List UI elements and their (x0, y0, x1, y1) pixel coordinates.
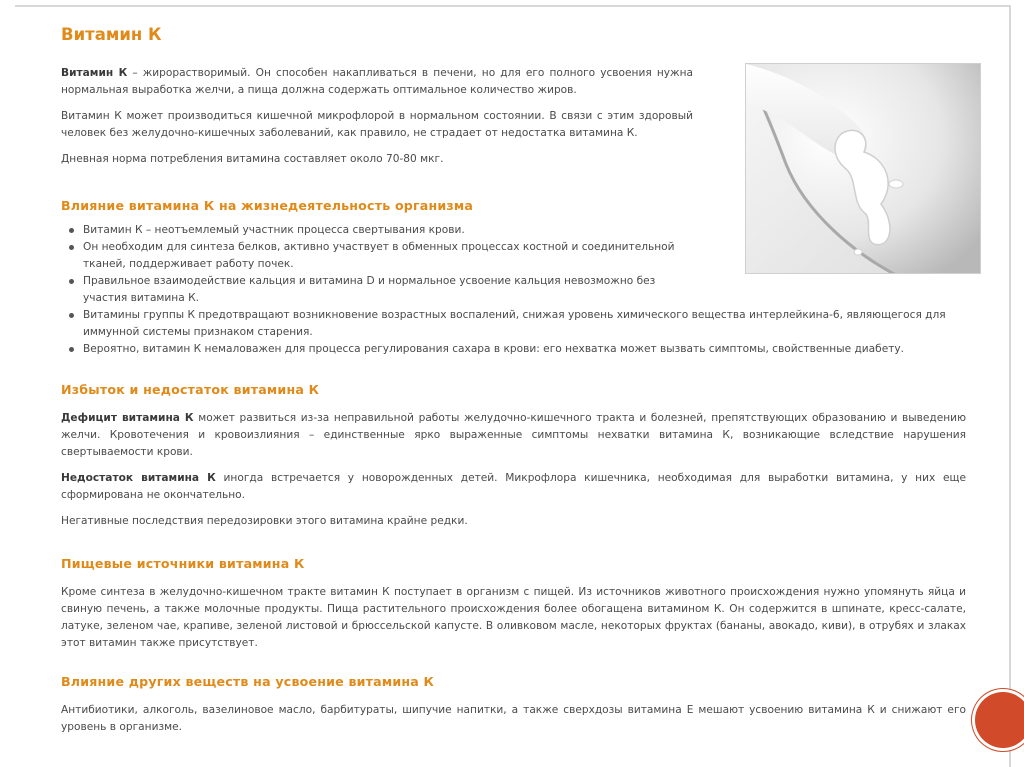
intro-paragraph-1 (61, 65, 693, 99)
intro-paragraph-3: Дневная норма потребления витамина составляет около 70-80 мкг. (61, 153, 444, 165)
deficiency-paragraph-1 (61, 410, 966, 461)
section-effects-heading: Влияние витамина К на жизнедеятельность организма (61, 198, 474, 213)
intro-paragraph-2: Витамин К может производиться кишечной микрофлорой в нормальном состоянии. В связи с этим здоровый человек без желудочно-кишечных заболеваний, как правило, не страдает от недостатка витамина К. (61, 110, 693, 139)
section-sources (61, 555, 966, 652)
section-deficiency-heading: Избыток и недостаток витамина К (61, 382, 320, 397)
shortage-bold-term: Недостаток витамина К (61, 472, 216, 484)
effects-list (61, 222, 956, 358)
deficiency-paragraph-3: Негативные последствия передозировки этого витамина крайне редки. (61, 515, 468, 527)
list-item: Витамин К – неотъемлемый участник процесса свертывания крови. (61, 222, 673, 239)
deficiency-paragraph-2 (61, 470, 966, 504)
section-interactions (61, 673, 966, 736)
corner-badge (975, 692, 1024, 748)
sources-paragraph: Кроме синтеза в желудочно-кишечном тракте витамин К поступает в организм с пищей. Из источников животного происхождения нужно упомянуть яйца и свиную печень, а также молочные продукты. Пища растительного происхождения более обогащена витамином К. Он содержится в шпинате, кресс-салате, латуке, зеленом чае, крапиве, зеленой листовой и брюссельской капусте. В оливковом масле, некоторых фруктах (бананы, авокадо, киви), в отрубях и злаках этот витамин также присутствует. (61, 586, 966, 649)
deficiency-paragraph-1-text: может развиться из-за неправильной работы желудочно-кишечного тракта и болезней, препятствующих образованию и выведению желчи. Кровотечения и кровоизлияния – единственные ярко выраженные симптомы нехватки витамина К, возникающие вследствие нарушения свертываемости крови. (61, 412, 966, 458)
section-effects (61, 197, 956, 358)
deficiency-paragraph-2-text: иногда встречается у новорожденных детей. Микрофлора кишечника, необходимая для выработки витамина, у них еще сформирована не окончательно. (61, 472, 967, 501)
intro-paragraph-1-text: – жирорастворимый. Он способен накапливаться в печени, но для его полного усвоения нужна нормальная выработка желчи, а пища должна содержать оптимальное количество жиров. (61, 67, 693, 96)
list-item: Правильное взаимодействие кальция и витамина D и нормальное усвоение кальция невозможно без участия витамина К. (61, 273, 683, 307)
section-interactions-heading: Влияние других веществ на усвоение витамина К (61, 674, 435, 689)
deficiency-bold-term: Дефицит витамина К (61, 412, 194, 424)
section-deficiency (61, 381, 966, 530)
section-sources-heading: Пищевые источники витамина К (61, 556, 305, 571)
list-item: Вероятно, витамин К немаловажен для процесса регулирования сахара в крови: его нехватка может вызвать симптомы, свойственные диабету. (61, 341, 978, 358)
right-border (1009, 5, 1011, 767)
page-title: Витамин К (61, 25, 162, 44)
list-item: Он необходим для синтеза белков, активно участвует в обменных процессах костной и соединительной тканей, поддерживает работу почек. (61, 239, 713, 273)
top-border (15, 5, 1009, 7)
intro-bold-term: Витамин К (61, 67, 128, 79)
intro-block (61, 65, 693, 168)
interactions-paragraph: Антибиотики, алкоголь, вазелиновое масло, барбитураты, шипучие напитки, а также сверхдозы витамина Е мешают усвоению витамина К и снижают его уровень в организме. (61, 704, 966, 733)
list-item: Витамины группы К предотвращают возникновение возрастных воспалений, снижая уровень химического вещества интерлейкина-6, являющегося для иммунной системы признаком старения. (61, 307, 956, 341)
